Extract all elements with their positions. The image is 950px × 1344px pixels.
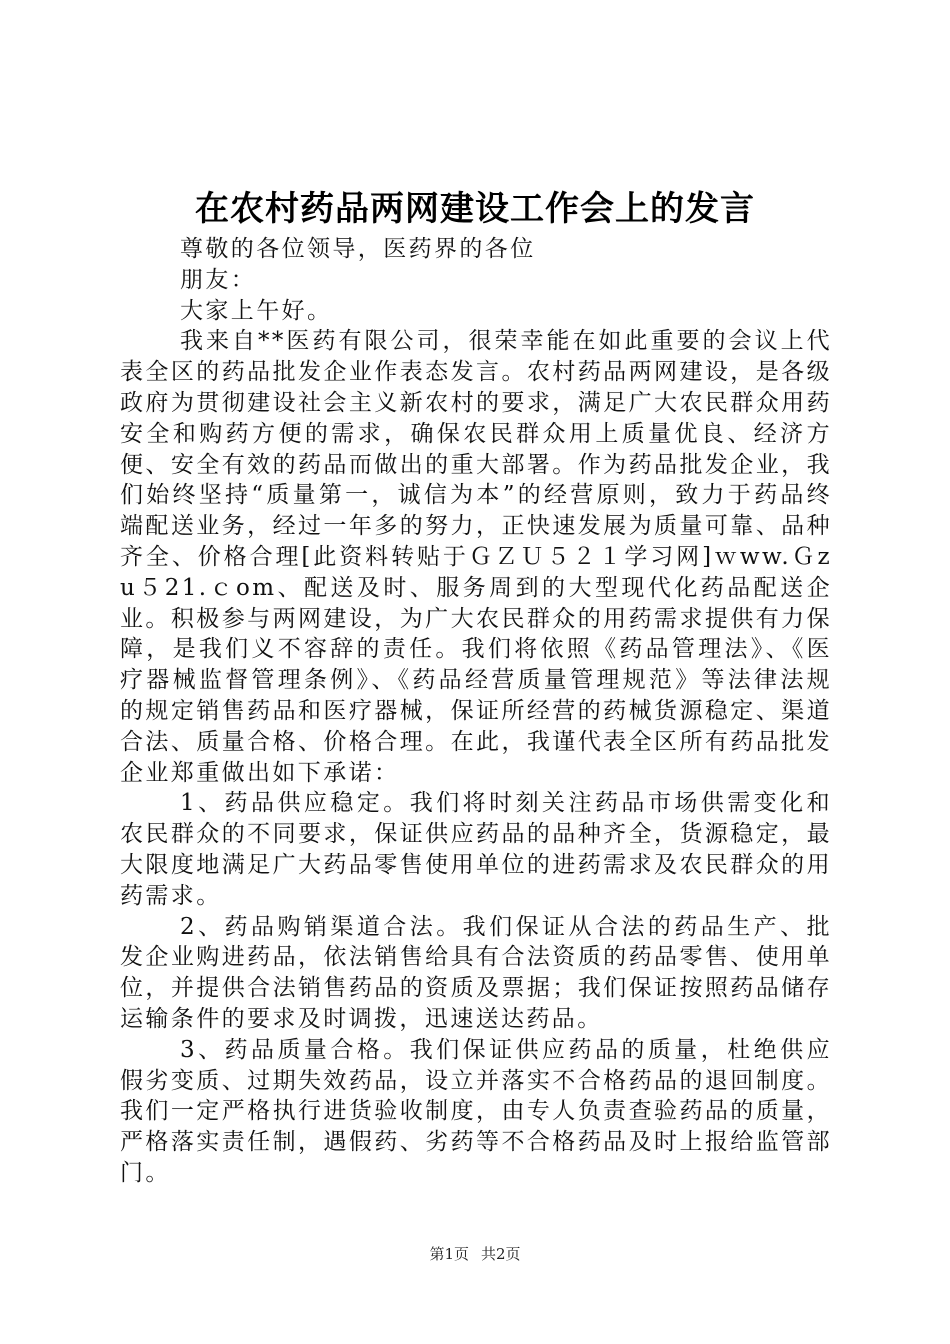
page-number: 第1页	[429, 1245, 469, 1263]
paragraph-intro: 我来自**医药有限公司，很荣幸能在如此重要的会议上代表全区的药品批发企业作表态发言。农村药品两网建设，是各级政府为贯彻建设社会主义新农村的要求，满足广大农民群众用药安全和购药方便的需求，确保农民群众用上质量优良、经济方便、安全有效的药品而做出的重大部署。作为药品批发企业，我们始终坚持“质量第一，诚信为本”的经营原则，致力于药品终端配送业务，经过一年多的努力，正快速发展为质量可靠、品种齐全、价格合理[此资料转贴于ＧＺＵ５２１学习网]ｗww.Ｇzu５21.ｃom、配送及时、服务周到的大型现代化药品配送企业。积极参与两网建设，为广大农民群众的用药需求提供有力保障，是我们义不容辞的责任。我们将依照《药品管理法》、《医疗器械监督管理条例》、《药品经营质量管理规范》等法律法规的规定销售药品和医疗器械，保证所经营的药械货源稳定、渠道合法、质量合格、价格合理。在此，我谨代表全区所有药品批发企业郑重做出如下承诺：	[120, 328, 832, 786]
salutation-line-1: 尊敬的各位领导，医药界的各位	[180, 236, 536, 262]
page-total: 共2页	[481, 1245, 521, 1263]
salutation-line-2: 朋友：	[180, 266, 257, 293]
greeting: 大家上午好。	[180, 297, 333, 324]
document-body	[120, 234, 832, 1189]
paragraph-commitment-1: 1、药品供应稳定。我们将时刻关注药品市场供需变化和农民群众的不同要求，保证供应药品的品种齐全，货源稳定，最大限度地满足广大药品零售使用单位的进药需求及农民群众的用药需求。	[120, 790, 832, 909]
paragraph-commitment-3: 3、药品质量合格。我们保证供应药品的质量，杜绝供应假劣变质、过期失效药品，设立并落实不合格药品的退回制度。我们一定严格执行进货验收制度，由专人负责查验药品的质量，严格落实责任制，遇假药、劣药等不合格药品及时上报给监管部门。	[120, 1036, 832, 1186]
page-footer	[0, 1244, 950, 1264]
document-title: 在农村药品两网建设工作会上的发言	[195, 189, 755, 229]
paragraph-commitment-2: 2、药品购销渠道合法。我们保证从合法的药品生产、批发企业购进药品，依法销售给具有合法资质的药品零售、使用单位，并提供合法销售药品的资质及票据；我们保证按照药品储存运输条件的要求及时调拨，迅速送达药品。	[120, 913, 832, 1032]
